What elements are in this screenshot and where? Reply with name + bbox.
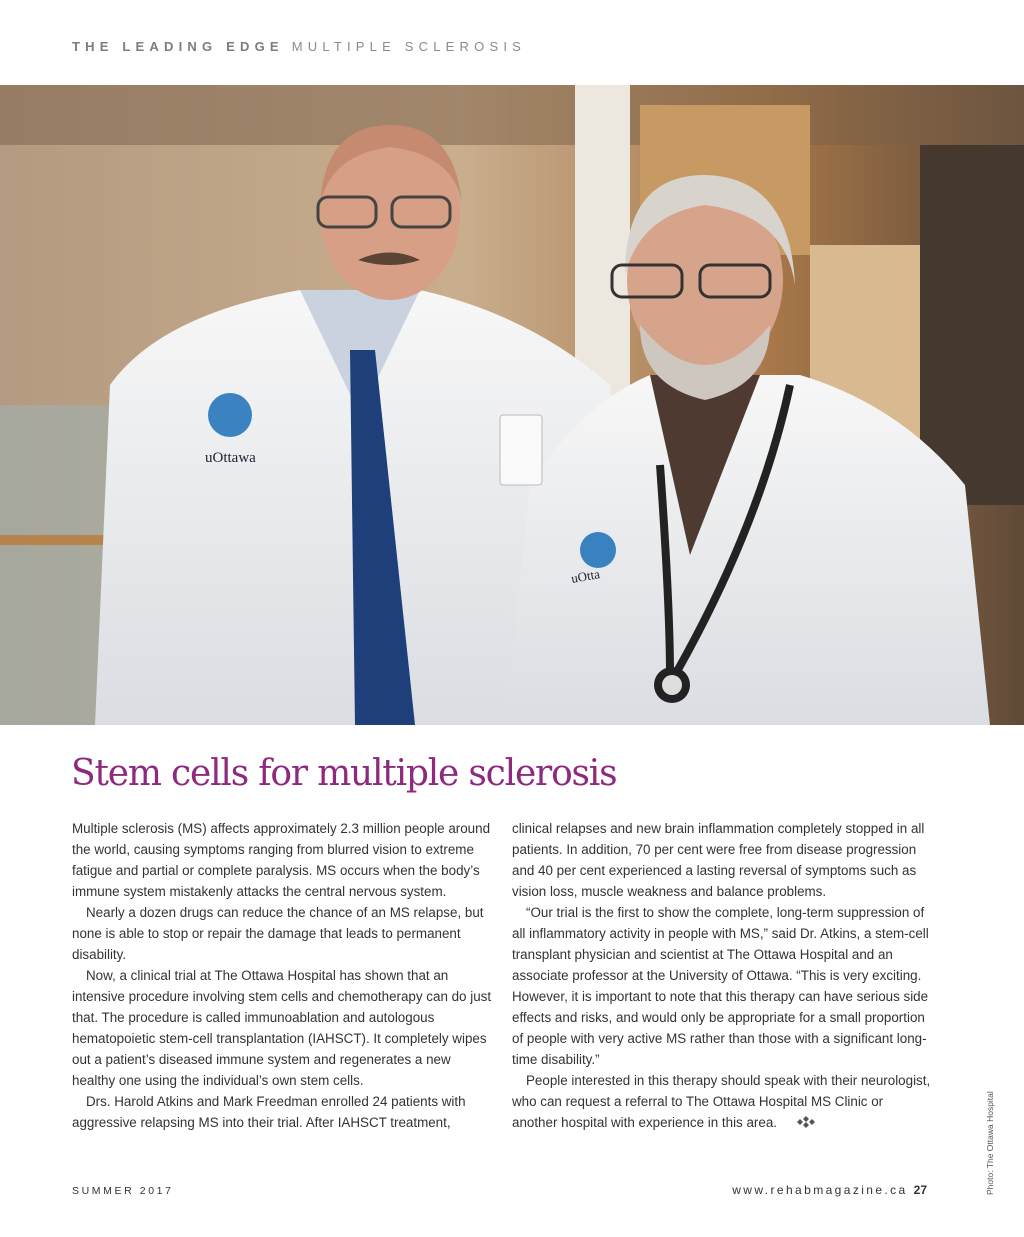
svg-text:uOtta: uOtta [569, 566, 601, 586]
end-mark-icon [783, 1113, 815, 1134]
paragraph-last [512, 1070, 932, 1134]
svg-text:uOttawa: uOttawa [205, 450, 256, 466]
article-title: Stem cells for multiple sclerosis [71, 753, 617, 794]
paragraph: Nearly a dozen drugs can reduce the chance of an MS relapse, but none is able to stop or repair the damage that leads to permanent disability. [72, 905, 484, 962]
photo-credit: Photo: The Ottawa Hospital [985, 1091, 995, 1195]
article-column-left [72, 818, 492, 1133]
section-topic: MULTIPLE SCLEROSIS [291, 39, 526, 54]
footer-website-page [732, 1183, 927, 1197]
photo-two-doctors-illustration [0, 85, 1024, 725]
paragraph: clinical relapses and new brain inflammation completely stopped in all patients. In addition, 70 per cent were free from disease progression and 40 per cent experienced a lasting reversal of symptoms such as vision loss, muscle weakness and balance problems. [512, 821, 925, 899]
article-column-right [512, 818, 932, 1134]
paragraph: Drs. Harold Atkins and Mark Freedman enrolled 24 patients with aggressive relapsing MS into their trial. After IAHSCT treatment, [72, 1094, 466, 1130]
page-number: 27 [913, 1183, 927, 1197]
issue-label: SUMMER 2017 [72, 1185, 174, 1197]
paragraph: “Our trial is the first to show the complete, long-term suppression of all inflammatory activity in people with MS,” said Dr. Atkins, a stem-cell transplant physician and scientist at The Ottawa Hospital and an associate professor at the University of Ottawa. “This is very exciting. However, it is important to note that this therapy can have serious side effects and risks, and would only be appropriate for a small proportion of people with very active MS rather than those with a significant long-time disability.” [512, 905, 929, 1067]
paragraph: Now, a clinical trial at The Ottawa Hospital has shown that an intensive procedure involving stem cells and chemotherapy can do just that. The procedure is called immunoablation and autologous hematopoietic stem-cell transplantation (IAHSCT). It completely wipes out a patient’s diseased immune system and regenerates a new healthy one using the individual’s own stem cells. [72, 968, 492, 1088]
running-header [72, 39, 526, 54]
website-link[interactable]: www.rehabmagazine.ca [732, 1183, 908, 1197]
paragraph: Multiple sclerosis (MS) affects approximately 2.3 million people around the world, causing symptoms ranging from blurred vision to extreme fatigue and partial or complete paralysis. MS occurs when the body’s immune system mistakenly attacks the central nervous system. [72, 821, 491, 899]
section-name: THE LEADING EDGE [72, 39, 284, 54]
paragraph-text: People interested in this therapy should speak with their neurologist, who can request a referral to The Ottawa Hospital MS Clinic or another hospital with experience in this area. [512, 1073, 931, 1130]
feature-photo [0, 85, 1024, 725]
